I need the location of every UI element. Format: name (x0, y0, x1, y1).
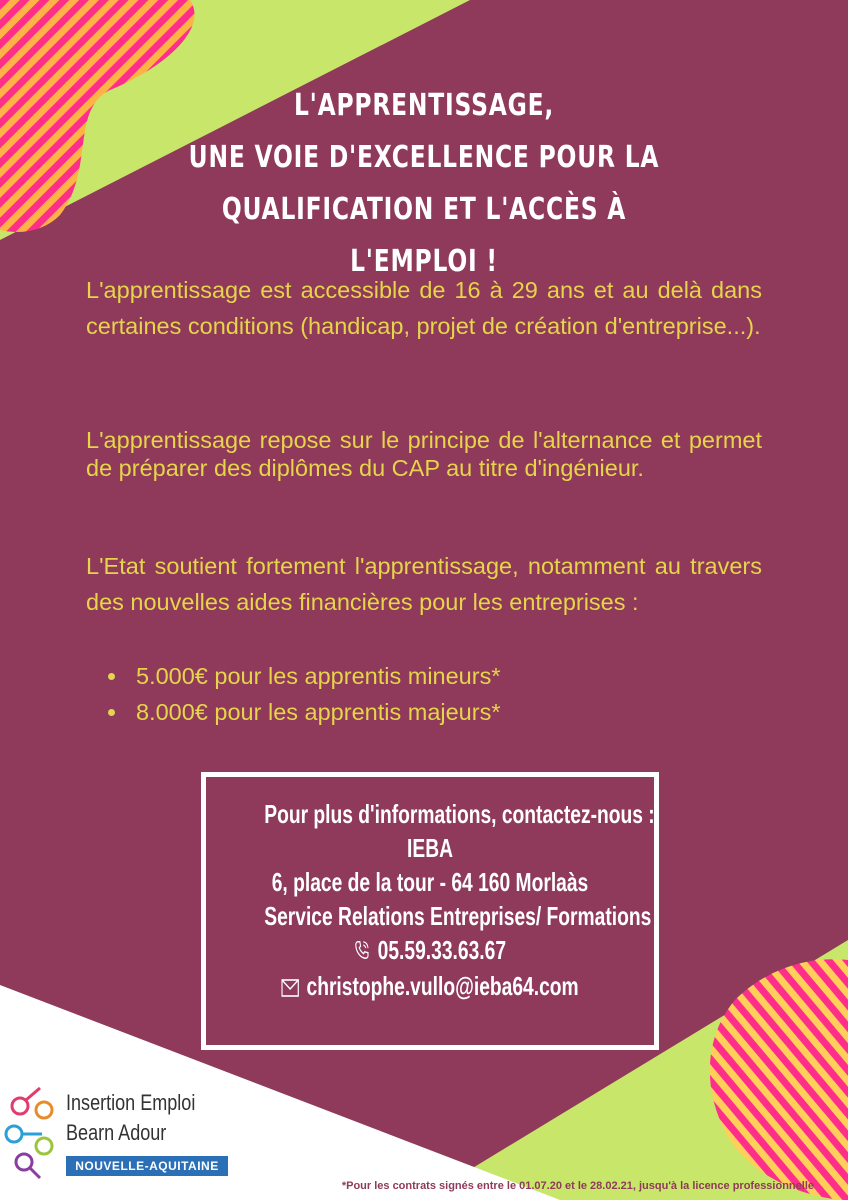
paragraph-age: L'apprentissage est accessible de 16 à 29 ans et au delà dans certaines conditions (handicap, projet de création d'entreprise...). (86, 277, 762, 339)
contact-email-row (264, 969, 596, 1005)
paragraph-aides: L'Etat soutient fortement l'apprentissage, notamment au travers des nouvelles aides financières pour les entreprises : (86, 553, 762, 615)
phone-icon (354, 935, 370, 969)
logo-mark-icon (0, 1082, 64, 1182)
contact-address: 6, place de la tour - 64 160 Morlaàs (271, 867, 589, 897)
title-line-2: UNE VOIE D'EXCELLENCE POUR LA (188, 140, 660, 175)
logo-badge: NOUVELLE-AQUITAINE (66, 1156, 228, 1176)
contact-service: Service Relations Entreprises/ Formations (264, 901, 652, 931)
list-item: 5.000€ pour les apprentis mineurs* (86, 658, 500, 694)
ieba-logo (0, 1082, 240, 1182)
footnote: *Pour les contrats signés entre le 01.07.20 et le 28.02.21, jusqu'à la licence professionnelle (341, 1180, 814, 1192)
contact-heading: Pour plus d'informations, contactez-nous : (264, 799, 655, 829)
contact-phone[interactable]: 05.59.33.63.67 (377, 935, 507, 965)
page-title (171, 80, 676, 288)
contact-email[interactable]: christophe.vullo@ieba64.com (306, 971, 579, 1002)
aides-list (86, 658, 500, 730)
envelope-icon (281, 971, 299, 1005)
title-line-1: L'APPRENTISSAGE, (293, 88, 555, 123)
logo-line-2: Bearn Adour (66, 1120, 167, 1145)
list-item: 8.000€ pour les apprentis majeurs* (86, 694, 500, 730)
logo-line-1: Insertion Emploi (66, 1090, 196, 1115)
contact-org: IEBA (407, 833, 453, 863)
contact-box (201, 772, 659, 1050)
contact-phone-row (264, 933, 596, 969)
title-line-3: QUALIFICATION ET L'ACCÈS À L'EMPLOI ! (221, 192, 627, 279)
paragraph-alternance: L'apprentissage repose sur le principe de l'alternance et permet de préparer des diplômes du CAP au titre d'ingénieur. (86, 427, 762, 481)
